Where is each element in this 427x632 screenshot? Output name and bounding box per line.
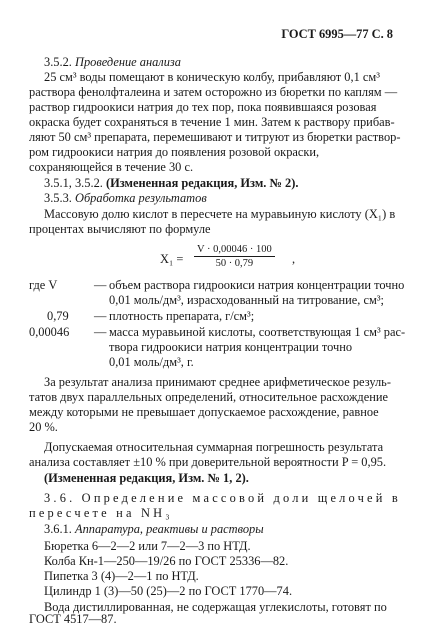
definition-text: плотность препарата, г/см³; [109,309,255,323]
list-item: Колба Кн-1—250—19/26 по ГОСТ 25336—82. [44,554,289,568]
definition-text: 0,01 моль/дм³, г. [109,355,194,369]
formula-tail: , [292,252,296,266]
section-3-5-2-heading [44,55,181,70]
list-item: Цилиндр 1 (3)—50 (25)—2 по ГОСТ 1770—74. [44,584,293,598]
amendment-sections: 3.5.1, 3.5.2. [44,176,103,190]
text-line: ром гидроокиси натрия до появления розовой окраски, [29,145,320,159]
list-item: Пипетка 3 (4)—2—1 по НТД. [44,569,199,583]
list-item: Бюретка 6—2—2 или 7—2—3 по НТД. [44,539,251,553]
definition-dash: — [94,309,107,323]
text-line: между которыми не превышает допускаемое расхождение, равное [29,405,379,419]
section-number: 3.5.2. [44,55,72,69]
text-line: Вода дистиллированная, не содержащая углекислоты, готовят по [44,600,387,614]
section-title: Аппаратура, реактивы и растворы [75,522,264,536]
text-line: сохраняющейся в течение 30 с. [29,160,194,174]
definition-text: объем раствора гидроокиси натрия концентрации точно [109,278,405,292]
text-line: Массовую долю кислот в пересчете на муравьиную кислоту (X₁) в [44,207,396,221]
section-3-6-heading: 3.6. Определение массовой доли щелочей в [44,491,401,505]
definition-text: твора гидроокиси натрия концентрации точно [109,340,353,354]
text-line: окраска будет сохраняться в течение 1 мин. Затем к раствору прибав- [29,115,395,129]
section-3-6-1-heading [44,522,264,537]
text-line: процентах вычисляют по формуле [29,222,211,236]
amendment-note [44,471,249,486]
text-line: анализа составляет ±10 % при доверительной вероятности P = 0,95. [29,455,387,469]
definition-dash: — [94,325,107,339]
text-line: ляют 50 см³ препарата, перемешивают и титруют из бюретки раствор- [29,130,401,144]
amendment-text: (Измененная редакция, Изм. № 2). [105,176,299,190]
section-3-6-heading-cont: пересчете на NH₃ [29,506,173,520]
text-line: За результат анализа принимают среднее арифметическое резуль- [44,375,391,389]
section-number: 3.5.3. [44,191,72,205]
section-title: Проведение анализа [75,55,181,69]
amendment-note [44,176,298,191]
page-header: ГОСТ 6995—77 С. 8 [281,27,393,41]
definition-symbol: где V [29,278,58,292]
section-3-5-3-heading [44,191,207,206]
definition-symbol: 0,79 [47,309,69,323]
formula-numerator: V · 0,00046 · 100 [194,243,275,257]
text-line: раствор гидроокиси натрия до тех пор, пока появившаяся розовая [29,100,377,114]
text-line: раствора фенолфталеина и затем осторожно из бюретки по каплям — [29,85,398,99]
section-title: Обработка результатов [75,191,207,205]
text-line: татов двух параллельных определений, относительное расхождение [29,390,388,404]
text-line: ГОСТ 4517—87. [29,612,117,626]
definition-dash: — [94,278,107,292]
text-line: Допускаемая относительная суммарная погрешность результата [44,440,384,454]
amendment-text: (Измененная редакция, Изм. № 1, 2). [44,471,249,485]
text-line: 25 см³ воды помещают в коническую колбу, прибавляют 0,1 см³ [44,70,380,84]
text-line: 20 %. [29,420,58,434]
definition-symbol: 0,00046 [29,325,70,339]
formula-fraction [194,243,275,270]
definition-text: 0,01 моль/дм³, израсходованный на титрование, см³; [109,293,384,307]
section-number: 3.6.1. [44,522,72,536]
formula-denominator: 50 · 0,79 [215,258,254,269]
definition-text: масса муравьиной кислоты, соответствующая 1 см³ рас- [109,325,406,339]
formula-lhs: X₁ = [160,252,184,266]
